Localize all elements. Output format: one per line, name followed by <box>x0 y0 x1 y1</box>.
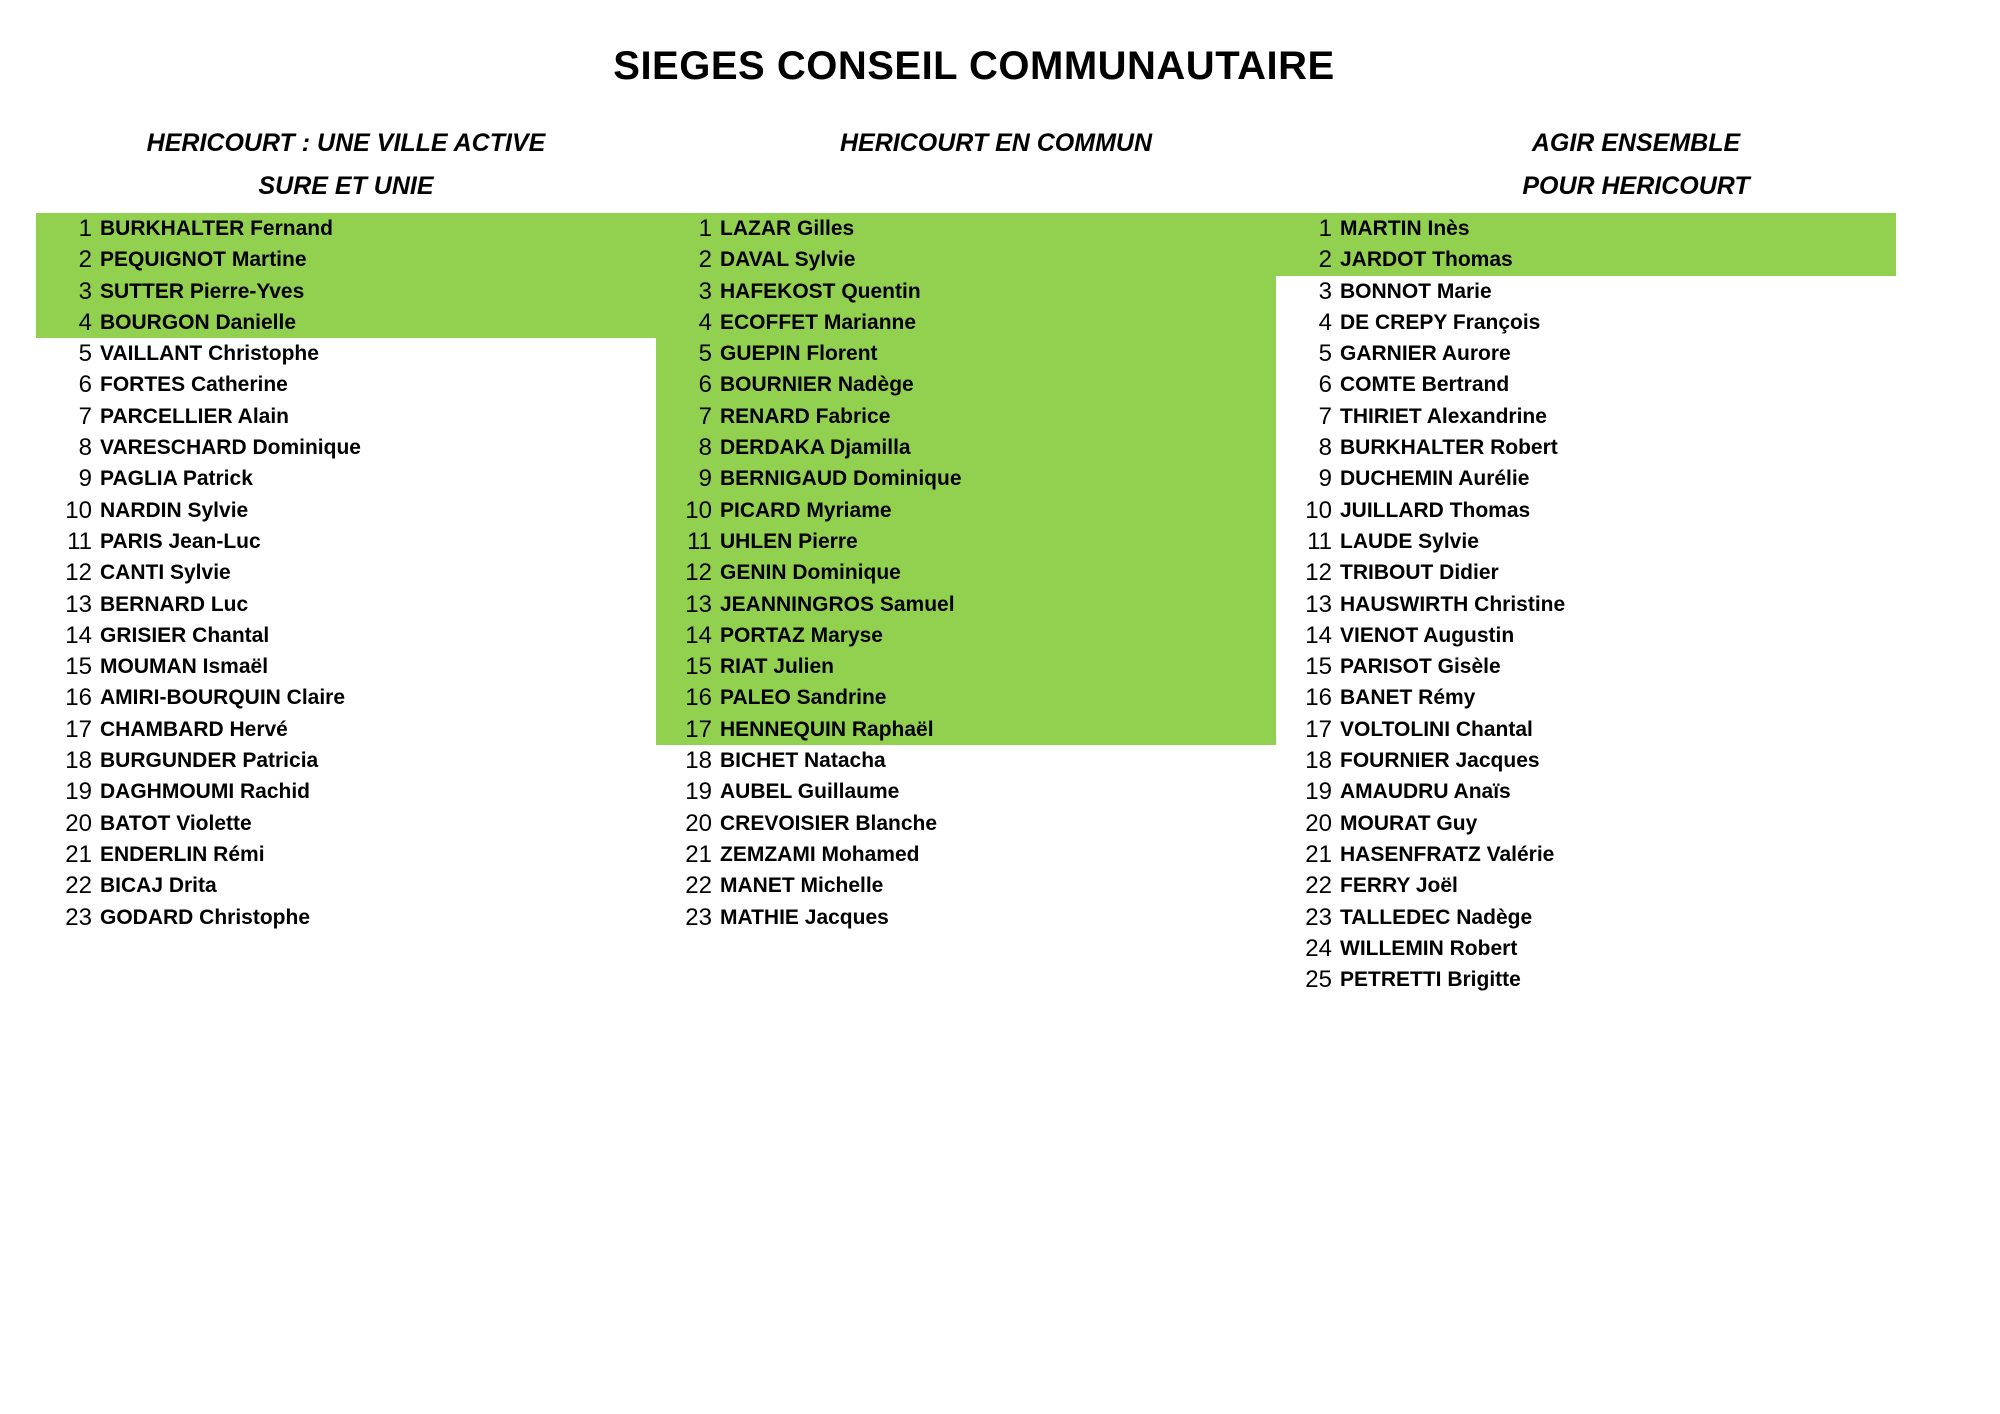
member-name: DUCHEMIN Aurélie <box>1340 467 1530 491</box>
member-rank: 10 <box>685 496 712 524</box>
member-name: AUBEL Guillaume <box>720 780 900 804</box>
member-name: AMIRI-BOURQUIN Claire <box>100 686 346 710</box>
list-item <box>1276 432 1896 463</box>
list-item <box>36 870 656 901</box>
member-name: CHAMBARD Hervé <box>100 717 288 741</box>
member-name: CREVOISIER Blanche <box>720 811 938 835</box>
list-item <box>1276 839 1896 870</box>
list-heading-2 <box>686 122 1306 165</box>
member-rank: 6 <box>698 371 712 399</box>
member-name: VAILLANT Christophe <box>100 342 319 366</box>
member-rank: 14 <box>685 621 712 649</box>
member-name: PARCELLIER Alain <box>100 404 290 428</box>
list-item <box>1276 870 1896 901</box>
member-name: RENARD Fabrice <box>720 404 891 428</box>
member-name: PEQUIGNOT Martine <box>100 248 307 272</box>
member-rank: 8 <box>1318 434 1332 462</box>
list-item <box>1276 526 1896 557</box>
list-item <box>656 307 1276 338</box>
member-rank: 15 <box>65 653 92 681</box>
member-rank: 6 <box>1318 371 1332 399</box>
member-name: DAVAL Sylvie <box>720 248 856 272</box>
list-item <box>1276 808 1896 839</box>
member-name: BERNARD Luc <box>100 592 249 616</box>
member-name: ECOFFET Marianne <box>720 310 917 334</box>
list-item <box>656 651 1276 682</box>
member-rank: 9 <box>78 465 92 493</box>
member-rank: 8 <box>78 434 92 462</box>
member-rank: 11 <box>687 527 712 555</box>
member-rank: 22 <box>65 872 92 900</box>
list-item <box>656 808 1276 839</box>
member-name: BURGUNDER Patricia <box>100 749 319 773</box>
list-item <box>1276 589 1896 620</box>
member-rank: 20 <box>1305 809 1332 837</box>
list-item <box>36 808 656 839</box>
member-rank: 11 <box>67 527 92 555</box>
list-item <box>36 432 656 463</box>
list-item <box>656 714 1276 745</box>
member-rank: 22 <box>1305 872 1332 900</box>
member-name: GUEPIN Florent <box>720 342 878 366</box>
member-name: DE CREPY François <box>1340 310 1541 334</box>
list-item <box>36 557 656 588</box>
member-rank: 17 <box>1305 715 1332 743</box>
member-name: THIRIET Alexandrine <box>1340 404 1547 428</box>
list-item <box>36 369 656 400</box>
list-item <box>1276 463 1896 494</box>
member-rank: 21 <box>1305 840 1332 868</box>
member-name: HAUSWIRTH Christine <box>1340 592 1566 616</box>
member-list-3 <box>1276 213 1896 995</box>
list-item <box>36 401 656 432</box>
member-rank: 16 <box>65 684 92 712</box>
member-rank: 1 <box>698 215 712 242</box>
member-name: AMAUDRU Anaïs <box>1340 780 1511 804</box>
list-item <box>36 620 656 651</box>
member-list-1 <box>36 213 656 933</box>
member-rank: 21 <box>685 840 712 868</box>
list-item <box>1276 495 1896 526</box>
member-name: PALEO Sandrine <box>720 686 887 710</box>
list-item <box>656 620 1276 651</box>
member-rank: 23 <box>1305 903 1332 931</box>
member-rank: 4 <box>698 308 712 336</box>
member-rank: 15 <box>685 653 712 681</box>
member-name: FERRY Joël <box>1340 874 1458 898</box>
list-item <box>656 432 1276 463</box>
member-name: BICHET Natacha <box>720 749 886 773</box>
member-rank: 18 <box>685 747 712 775</box>
member-name: SUTTER Pierre-Yves <box>100 279 305 303</box>
member-name: PORTAZ Maryse <box>720 623 883 647</box>
member-rank: 19 <box>1305 778 1332 806</box>
member-name: MOUMAN Ismaël <box>100 655 269 679</box>
list-item <box>656 338 1276 369</box>
list-heading-line: POUR HERICOURT <box>1522 172 1750 200</box>
member-name: PAGLIA Patrick <box>100 467 253 491</box>
list-item <box>1276 682 1896 713</box>
list-item <box>36 682 656 713</box>
member-rank: 13 <box>685 590 712 618</box>
member-rank: 14 <box>65 621 92 649</box>
member-name: MOURAT Guy <box>1340 811 1478 835</box>
list-item <box>36 839 656 870</box>
list-item <box>36 776 656 807</box>
member-rank: 3 <box>78 277 92 305</box>
member-rank: 13 <box>65 590 92 618</box>
member-rank: 20 <box>65 809 92 837</box>
member-rank: 17 <box>65 715 92 743</box>
list-heading-1 <box>36 122 656 208</box>
member-rank: 4 <box>78 308 92 336</box>
list-item <box>36 745 656 776</box>
member-rank: 5 <box>1318 340 1332 368</box>
member-name: VARESCHARD Dominique <box>100 436 361 460</box>
member-name: ZEMZAMI Mohamed <box>720 842 920 866</box>
member-name: LAUDE Sylvie <box>1340 529 1479 553</box>
list-item <box>656 839 1276 870</box>
member-name: BANET Rémy <box>1340 686 1476 710</box>
member-name: CANTI Sylvie <box>100 561 231 585</box>
member-name: COMTE Bertrand <box>1340 373 1510 397</box>
member-rank: 7 <box>698 402 712 430</box>
list-item <box>1276 213 1896 244</box>
member-name: BURKHALTER Fernand <box>100 217 333 240</box>
member-rank: 15 <box>1305 653 1332 681</box>
list-item <box>1276 557 1896 588</box>
list-item <box>36 244 656 275</box>
member-name: FOURNIER Jacques <box>1340 749 1540 773</box>
member-name: NARDIN Sylvie <box>100 498 249 522</box>
member-name: GODARD Christophe <box>100 905 310 929</box>
member-rank: 12 <box>65 559 92 587</box>
member-rank: 17 <box>685 715 712 743</box>
list-heading-line: AGIR ENSEMBLE <box>1531 129 1741 157</box>
member-name: HAFEKOST Quentin <box>720 279 921 303</box>
list-item <box>656 745 1276 776</box>
member-name: BOURNIER Nadège <box>720 373 914 397</box>
list-heading-line: HERICOURT : UNE VILLE ACTIVE <box>146 129 546 157</box>
list-item <box>1276 745 1896 776</box>
member-rank: 1 <box>1318 215 1332 242</box>
list-item <box>36 463 656 494</box>
member-rank: 24 <box>1305 934 1332 962</box>
list-item <box>1276 276 1896 307</box>
member-rank: 22 <box>685 872 712 900</box>
list-item <box>656 463 1276 494</box>
member-rank: 2 <box>78 246 92 274</box>
member-rank: 18 <box>1305 747 1332 775</box>
list-item <box>1276 369 1896 400</box>
list-item <box>36 589 656 620</box>
member-name: BONNOT Marie <box>1340 279 1492 303</box>
member-name: HASENFRATZ Valérie <box>1340 842 1555 866</box>
list-item <box>36 902 656 933</box>
member-name: TALLEDEC Nadège <box>1340 905 1533 929</box>
list-item <box>36 276 656 307</box>
list-item <box>36 213 656 244</box>
member-name: JARDOT Thomas <box>1340 248 1513 272</box>
member-list-2 <box>656 213 1276 933</box>
list-item <box>36 714 656 745</box>
list-item <box>656 776 1276 807</box>
member-name: ENDERLIN Rémi <box>100 842 265 866</box>
list-item <box>656 369 1276 400</box>
member-name: MARTIN Inès <box>1340 217 1470 240</box>
member-rank: 10 <box>65 496 92 524</box>
list-item <box>36 651 656 682</box>
member-rank: 21 <box>65 840 92 868</box>
list-item <box>656 589 1276 620</box>
list-item <box>656 870 1276 901</box>
member-rank: 3 <box>698 277 712 305</box>
member-name: HENNEQUIN Raphaël <box>720 717 934 741</box>
page-title: SIEGES CONSEIL COMMUNAUTAIRE <box>613 44 1335 88</box>
member-name: PARISOT Gisèle <box>1340 655 1501 679</box>
list-item <box>1276 776 1896 807</box>
member-rank: 3 <box>1318 277 1332 305</box>
member-name: PICARD Myriame <box>720 498 892 522</box>
list-item <box>1276 401 1896 432</box>
list-item <box>656 557 1276 588</box>
member-rank: 7 <box>78 402 92 430</box>
member-rank: 16 <box>1305 684 1332 712</box>
member-rank: 11 <box>1307 527 1332 555</box>
member-rank: 16 <box>685 684 712 712</box>
list-item <box>1276 307 1896 338</box>
list-item <box>36 338 656 369</box>
member-name: MANET Michelle <box>720 874 884 898</box>
member-rank: 19 <box>65 778 92 806</box>
member-rank: 18 <box>65 747 92 775</box>
member-name: PETRETTI Brigitte <box>1340 968 1521 992</box>
list-item <box>656 401 1276 432</box>
member-rank: 2 <box>698 246 712 274</box>
member-rank: 5 <box>698 340 712 368</box>
member-rank: 7 <box>1318 402 1332 430</box>
member-name: BOURGON Danielle <box>100 310 297 334</box>
list-item <box>656 902 1276 933</box>
member-name: TRIBOUT Didier <box>1340 561 1499 585</box>
member-name: JUILLARD Thomas <box>1340 498 1531 522</box>
member-rank: 13 <box>1305 590 1332 618</box>
list-item <box>656 276 1276 307</box>
member-rank: 1 <box>78 215 92 242</box>
member-name: GRISIER Chantal <box>100 623 270 647</box>
member-name: LAZAR Gilles <box>720 217 855 240</box>
list-item <box>36 526 656 557</box>
member-name: DERDAKA Djamilla <box>720 436 911 460</box>
member-rank: 20 <box>685 809 712 837</box>
list-item <box>656 682 1276 713</box>
member-rank: 4 <box>1318 308 1332 336</box>
member-rank: 9 <box>1318 465 1332 493</box>
list-heading-line: SURE ET UNIE <box>258 172 434 200</box>
list-item <box>36 307 656 338</box>
list-item <box>1276 338 1896 369</box>
member-rank: 25 <box>1305 966 1332 994</box>
member-rank: 12 <box>1305 559 1332 587</box>
member-name: DAGHMOUMI Rachid <box>100 780 310 804</box>
member-name: FORTES Catherine <box>100 373 288 397</box>
list-item <box>1276 651 1896 682</box>
list-item <box>1276 244 1896 275</box>
member-rank: 23 <box>685 903 712 931</box>
member-rank: 5 <box>78 340 92 368</box>
member-name: VOLTOLINI Chantal <box>1340 717 1533 741</box>
member-name: VIENOT Augustin <box>1340 623 1515 647</box>
member-rank: 23 <box>65 903 92 931</box>
list-item <box>656 244 1276 275</box>
member-name: MATHIE Jacques <box>720 905 889 929</box>
member-name: RIAT Julien <box>720 655 834 679</box>
member-name: WILLEMIN Robert <box>1340 936 1518 960</box>
member-name: BATOT Violette <box>100 811 252 835</box>
member-name: BICAJ Drita <box>100 874 217 898</box>
list-item <box>656 213 1276 244</box>
member-rank: 8 <box>698 434 712 462</box>
list-heading-line: HERICOURT EN COMMUN <box>839 129 1153 157</box>
member-rank: 19 <box>685 778 712 806</box>
member-name: BERNIGAUD Dominique <box>720 467 962 491</box>
member-rank: 9 <box>698 465 712 493</box>
member-name: GARNIER Aurore <box>1340 342 1511 366</box>
list-item <box>656 495 1276 526</box>
list-item <box>1276 933 1896 964</box>
member-rank: 14 <box>1305 621 1332 649</box>
list-item <box>656 526 1276 557</box>
member-rank: 12 <box>685 559 712 587</box>
member-name: BURKHALTER Robert <box>1340 436 1558 460</box>
list-item <box>1276 620 1896 651</box>
member-name: GENIN Dominique <box>720 561 901 585</box>
list-item <box>36 495 656 526</box>
list-item <box>1276 714 1896 745</box>
list-item <box>1276 964 1896 995</box>
member-rank: 2 <box>1318 246 1332 274</box>
member-name: PARIS Jean-Luc <box>100 529 261 553</box>
list-item <box>1276 902 1896 933</box>
list-heading-3 <box>1326 122 1946 208</box>
member-name: JEANNINGROS Samuel <box>720 592 955 616</box>
member-name: UHLEN Pierre <box>720 529 858 553</box>
member-rank: 10 <box>1305 496 1332 524</box>
member-rank: 6 <box>78 371 92 399</box>
